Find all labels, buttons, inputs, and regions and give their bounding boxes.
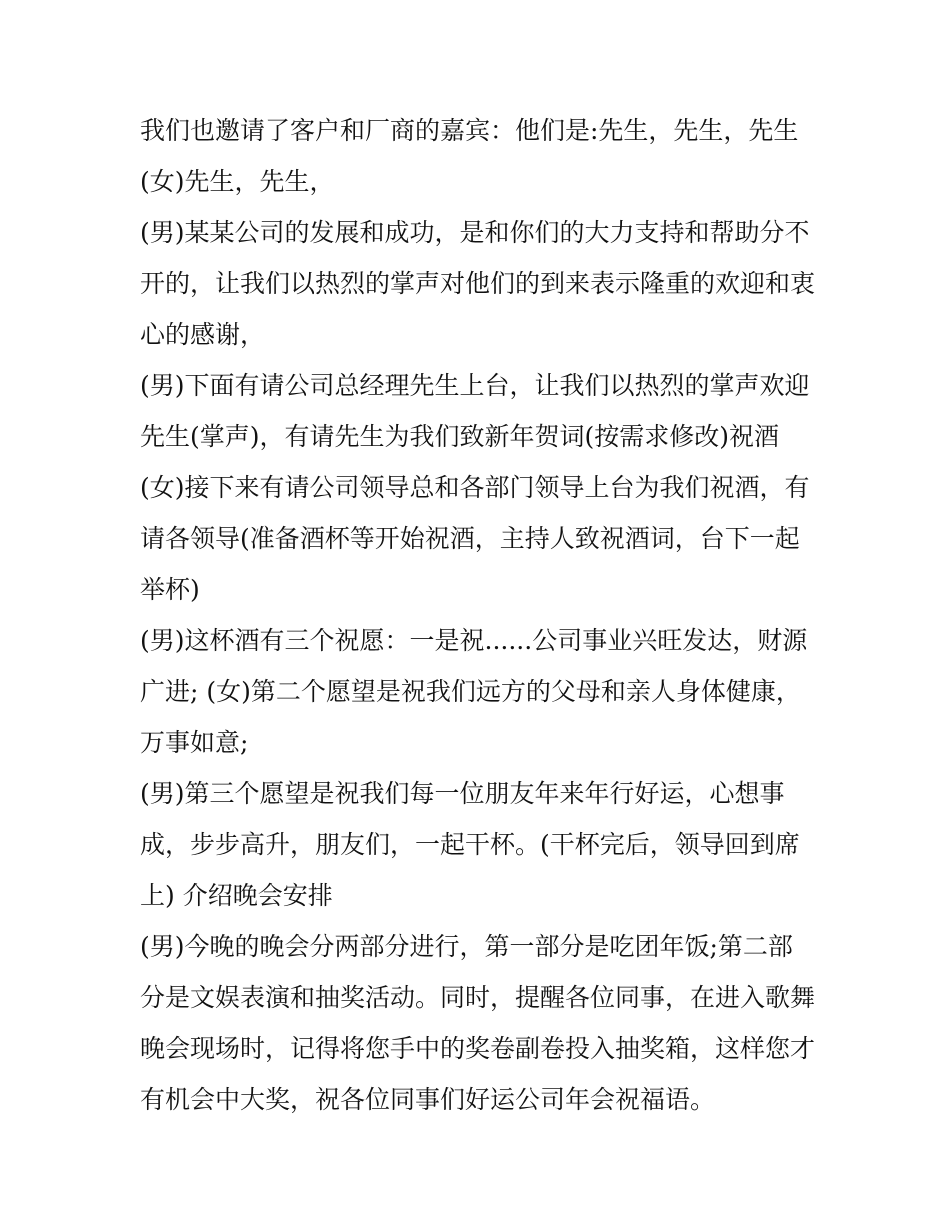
text-line: 成，步步高升，朋友们，一起干杯。(干杯完后，领导回到席 bbox=[140, 830, 800, 859]
text-line: 请各领导(准备酒杯等开始祝酒，主持人致祝酒词，台下一起 bbox=[140, 524, 800, 553]
text-line: 举杯) bbox=[140, 575, 200, 604]
text-line: (男)下面有请公司总经理先生上台，让我们以热烈的掌声欢迎 bbox=[140, 371, 810, 400]
text-line: 分是文娱表演和抽奖活动。同时，提醒各位同事，在进入歌舞 bbox=[140, 983, 816, 1012]
text-line: 有机会中大奖，祝各位同事们好运公司年会祝福语。 bbox=[140, 1085, 716, 1114]
text-line: 我们也邀请了客户和厂商的嘉宾：他们是:先生，先生，先生 bbox=[140, 116, 799, 145]
text-line: (男)今晚的晚会分两部分进行，第一部分是吃团年饭;第二部 bbox=[140, 932, 793, 961]
text-line: 开的，让我们以热烈的掌声对他们的到来表示隆重的欢迎和衷 bbox=[140, 269, 816, 298]
text-line: 晚会现场时，记得将您手中的奖卷副卷投入抽奖箱，这样您才 bbox=[140, 1034, 816, 1063]
text-line: (女)接下来有请公司领导总和各部门领导上台为我们祝酒，有 bbox=[140, 473, 810, 502]
text-line: (男)某某公司的发展和成功，是和你们的大力支持和帮助分不 bbox=[140, 218, 810, 247]
text-line: 万事如意; bbox=[140, 728, 249, 757]
text-line: 广进; (女)第二个愿望是祝我们远方的父母和亲人身体健康， bbox=[140, 677, 801, 706]
text-line: (女)先生，先生， bbox=[140, 167, 335, 196]
body-text bbox=[140, 110, 830, 1130]
text-line: 心的感谢， bbox=[140, 320, 266, 349]
text-line: (男)第三个愿望是祝我们每一位朋友年来年行好运，心想事 bbox=[140, 779, 785, 808]
text-line: (男)这杯酒有三个祝愿：一是祝......公司事业兴旺发达，财源 bbox=[140, 626, 808, 655]
text-line: 先生(掌声)，有请先生为我们致新年贺词(按需求修改)祝酒 bbox=[140, 422, 780, 451]
text-line: 上) 介绍晚会安排 bbox=[140, 881, 333, 910]
